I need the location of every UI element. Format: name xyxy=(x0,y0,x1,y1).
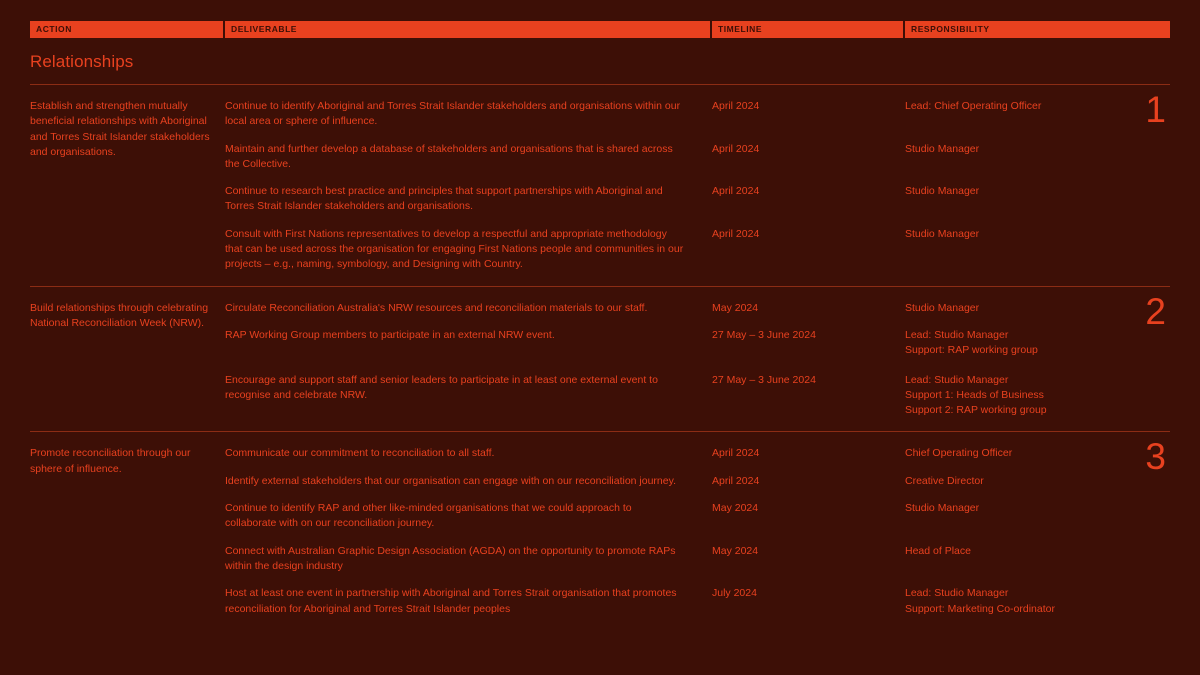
group-number: 1 xyxy=(1145,89,1166,130)
deliverable-cell: RAP Working Group members to participate in an external NRW event. xyxy=(225,328,555,341)
timeline-cell: July 2024 xyxy=(712,587,757,600)
table-row xyxy=(225,474,1170,489)
group-number: 3 xyxy=(1145,436,1166,478)
deliverable-cell: Consult with First Nations representatives to develop a respectful and appropriate methodology that can be used across the organisation for engaging First Nations people and communities in our projects – e.g., naming, symbology, and Designing with Country. xyxy=(225,227,684,271)
responsibility-cell: Lead: Studio Manager Support: Marketing Co-ordinator xyxy=(905,587,1055,615)
table-group xyxy=(30,431,1170,629)
timeline-cell: April 2024 xyxy=(712,227,760,240)
table-group xyxy=(30,84,1170,286)
responsibility-cell: Lead: Studio Manager Support: RAP working group xyxy=(905,328,1038,357)
timeline-cell: April 2024 xyxy=(712,100,760,112)
responsibility-cell: Head of Place xyxy=(905,544,971,557)
table-row xyxy=(225,373,1170,419)
group-number: 2 xyxy=(1145,290,1166,332)
timeline-cell: 27 May – 3 June 2024 xyxy=(712,373,816,386)
column-header-responsibility: RESPONSIBILITY xyxy=(911,24,990,34)
responsibility-cell: Chief Operating Officer xyxy=(905,447,1013,460)
deliverable-cell: Maintain and further develop a database of stakeholders and organisations that is shared across the Collective. xyxy=(225,142,673,170)
responsibility-cell: Studio Manager xyxy=(905,142,980,155)
table-header-bar xyxy=(30,21,1170,38)
deliverable-cell: Identify external stakeholders that our organisation can engage with on our reconciliation journey. xyxy=(225,474,676,487)
table-row xyxy=(225,99,1170,130)
deliverable-rows xyxy=(225,99,1170,273)
responsibility-cell: Studio Manager xyxy=(905,502,980,515)
timeline-cell: April 2024 xyxy=(712,447,760,460)
table-row xyxy=(225,501,1170,532)
action-cell: Build relationships through celebrating National Reconciliation Week (NRW). xyxy=(30,301,209,329)
responsibility-cell: Studio Manager xyxy=(905,185,980,198)
table-row xyxy=(225,328,1170,359)
timeline-cell: April 2024 xyxy=(712,142,760,155)
column-header-deliverable: DELIVERABLE xyxy=(225,21,712,38)
deliverable-cell: Connect with Australian Graphic Design Association (AGDA) on the opportunity to promote RAPs within the design industry xyxy=(225,544,676,572)
table-group-inner xyxy=(30,301,1170,419)
table-row xyxy=(225,446,1170,461)
responsibility-cell: Studio Manager xyxy=(905,301,980,314)
deliverable-cell: Host at least one event in partnership with Aboriginal and Torres Strait organisation that promotes reconciliation for Aboriginal and Torres Strait Islander peoples xyxy=(225,587,677,615)
table-group-inner xyxy=(30,99,1170,273)
deliverable-cell: Continue to identify RAP and other like-minded organisations that we could approach to collaborate with on our reconciliation journey. xyxy=(225,502,632,530)
responsibility-cell: Studio Manager xyxy=(905,227,980,240)
table-row xyxy=(225,544,1170,575)
timeline-cell: April 2024 xyxy=(712,185,760,198)
timeline-cell: May 2024 xyxy=(712,544,759,557)
responsibility-cell: Lead: Studio Manager Support 1: Heads of Business Support 2: RAP working group xyxy=(905,373,1047,417)
responsibility-cell: Creative Director xyxy=(905,474,984,487)
table-group-inner xyxy=(30,446,1170,616)
column-header-timeline: TIMELINE xyxy=(712,21,905,38)
action-cell: Establish and strengthen mutually beneficial relationships with Aboriginal and Torres Strait Islander stakeholders and organisations. xyxy=(30,100,210,158)
deliverable-cell: Circulate Reconciliation Australia's NRW resources and reconciliation materials to our staff. xyxy=(225,301,648,314)
deliverable-rows xyxy=(225,446,1170,616)
timeline-cell: May 2024 xyxy=(712,301,759,314)
timeline-cell: 27 May – 3 June 2024 xyxy=(712,328,816,341)
table-row xyxy=(225,142,1170,173)
responsibility-cell: Lead: Chief Operating Officer xyxy=(905,100,1042,112)
deliverable-rows xyxy=(225,301,1170,419)
deliverable-cell: Encourage and support staff and senior leaders to participate in at least one external event to recognise and celebrate NRW. xyxy=(225,373,658,401)
action-table xyxy=(30,84,1170,630)
table-row xyxy=(225,227,1170,273)
deliverable-cell: Communicate our commitment to reconciliation to all staff. xyxy=(225,447,495,460)
table-row xyxy=(225,301,1170,316)
table-row xyxy=(225,184,1170,215)
table-row xyxy=(225,586,1170,617)
timeline-cell: May 2024 xyxy=(712,502,759,515)
deliverable-cell: Continue to identify Aboriginal and Torres Strait Islander stakeholders and organisations within our local area or sphere of influence. xyxy=(225,100,681,128)
deliverable-cell: Continue to research best practice and principles that support partnerships with Aboriginal and Torres Strait Islander stakeholders and organisations. xyxy=(225,185,663,213)
column-header-action: ACTION xyxy=(30,21,225,38)
page-title: Relationships xyxy=(30,52,134,71)
action-cell: Promote reconciliation through our sphere of influence. xyxy=(30,447,191,475)
table-group xyxy=(30,286,1170,432)
timeline-cell: April 2024 xyxy=(712,474,760,487)
